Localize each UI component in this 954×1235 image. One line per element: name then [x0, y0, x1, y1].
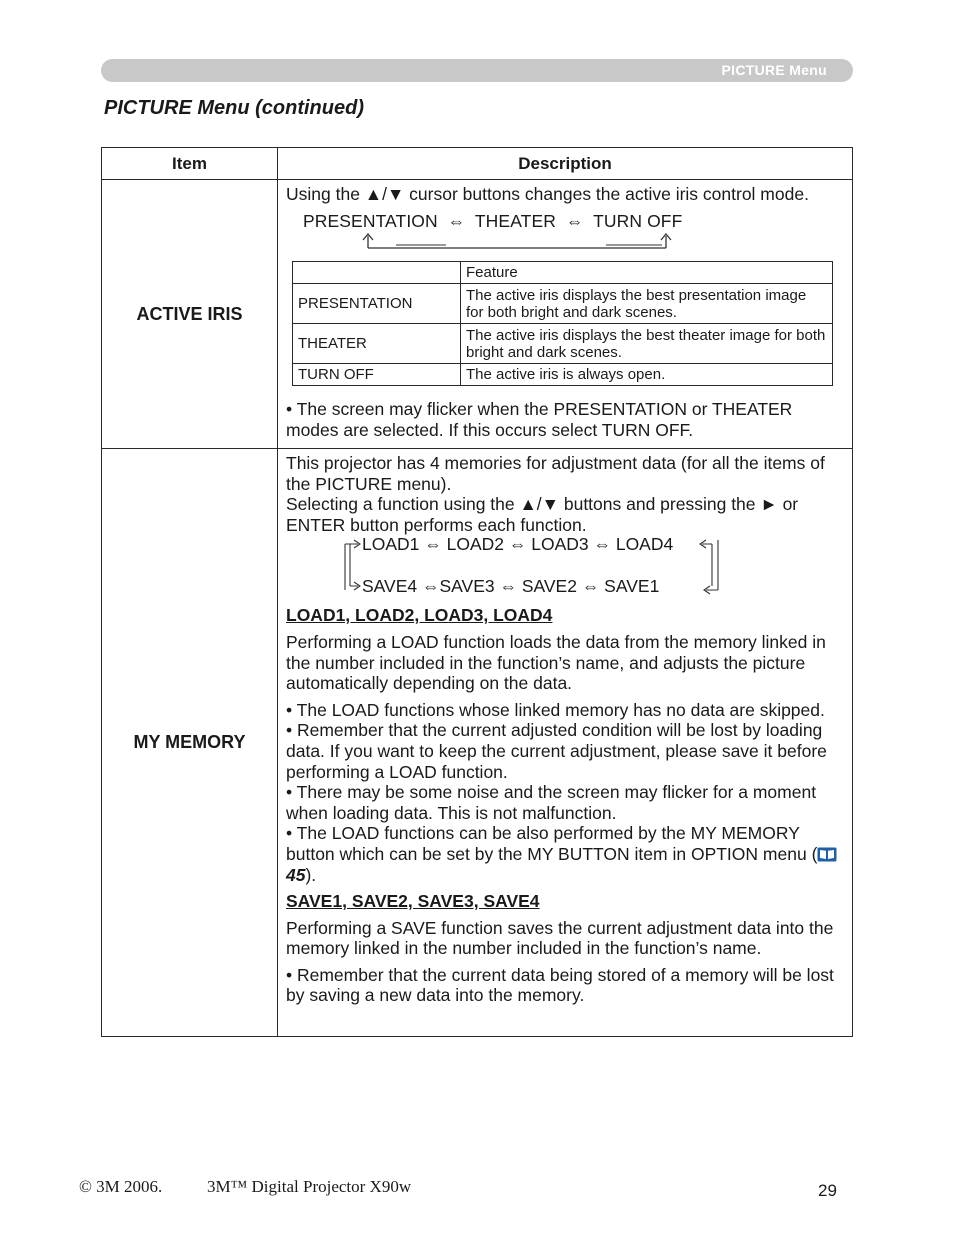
feature-header-blank	[293, 262, 461, 284]
feature-row	[293, 364, 833, 386]
feature-description: The active iris displays the best theater image for both bright and dark scenes.	[461, 324, 833, 364]
memory-cycle-diagram	[342, 534, 844, 602]
section-header-bar	[101, 59, 853, 82]
feature-mode: PRESENTATION	[293, 284, 461, 324]
load-note: • Remember that the current adjusted condition will be lost by loading data. If you want to keep the current adjustment, please save it before performing a LOAD function.	[286, 720, 827, 782]
load-paragraph: Performing a LOAD function loads the data from the memory linked in the number included in the function’s name, and adjusts the picture automatically depending on the data.	[286, 631, 826, 694]
load-note-option	[286, 823, 844, 885]
my-memory-intro-2: Selecting a function using the ▲/▼ buttons and pressing the ► or ENTER button performs each function.	[286, 494, 799, 535]
item-active-iris: ACTIVE IRIS	[102, 180, 278, 449]
load-cycle-text: LOAD1 ⇔ LOAD2 ⇔ LOAD3 ⇔ LOAD4	[362, 534, 674, 555]
table-row-active-iris	[102, 180, 853, 449]
book-reference-icon	[817, 847, 837, 862]
load-note-text: • The LOAD functions can be also performed by the MY MEMORY button which can be set by the MY BUTTON item in OPTION menu	[286, 823, 807, 864]
active-iris-note: • The screen may flicker when the PRESENTATION or THEATER modes are selected. If this occurs select TURN OFF.	[286, 399, 793, 440]
page-number: 29	[818, 1181, 837, 1200]
feature-header: Feature	[461, 262, 833, 284]
save-paragraph: Performing a SAVE function saves the current adjustment data into the memory linked in the number included in the function’s name.	[286, 917, 834, 959]
loop-arrow-icon	[356, 230, 676, 250]
feature-row	[293, 324, 833, 364]
feature-table-header	[293, 262, 833, 284]
footer-copyright: © 3M 2006.	[79, 1177, 163, 1196]
reference-open: (	[811, 843, 818, 864]
iris-feature-table	[292, 261, 833, 386]
my-memory-intro-1: This projector has 4 memories for adjustment data (for all the items of the PICTURE menu).	[286, 453, 825, 494]
mode-presentation: PRESENTATION	[303, 210, 438, 231]
description-my-memory	[278, 449, 853, 1037]
feature-description: The active iris displays the best presentation image for both bright and dark scenes.	[461, 284, 833, 324]
feature-row	[293, 284, 833, 324]
iris-mode-sequence	[303, 211, 844, 232]
save-note: • Remember that the current data being stored of a memory will be lost by saving a new data into the memory.	[286, 964, 834, 1006]
description-active-iris	[278, 180, 853, 449]
column-header-item: Item	[102, 148, 278, 180]
item-my-memory: MY MEMORY	[102, 449, 278, 1037]
reference-close: ).	[305, 864, 317, 885]
active-iris-intro: Using the ▲/▼ cursor buttons changes the active iris control mode.	[286, 184, 809, 204]
save-heading: SAVE1, SAVE2, SAVE3, SAVE4	[286, 891, 540, 912]
menu-table	[101, 147, 853, 1037]
feature-description: The active iris is always open.	[461, 364, 833, 386]
mode-turn-off: TURN OFF	[593, 210, 683, 231]
page-title: PICTURE Menu (continued)	[104, 97, 364, 119]
page-reference[interactable]: 45	[286, 864, 306, 885]
double-arrow-icon: ⇔	[560, 210, 589, 231]
load-heading: LOAD1, LOAD2, LOAD3, LOAD4	[286, 605, 553, 626]
feature-mode: TURN OFF	[293, 364, 461, 386]
table-row-my-memory	[102, 449, 853, 1037]
section-header-label: PICTURE Menu	[721, 62, 827, 78]
double-arrow-icon: ⇔	[442, 210, 471, 231]
load-note: • There may be some noise and the screen may flicker for a moment when loading data. This is not malfunction.	[286, 782, 817, 823]
table-header-row	[102, 148, 853, 180]
mode-theater: THEATER	[474, 210, 556, 231]
footer-product: 3M™ Digital Projector X90w	[207, 1177, 412, 1196]
column-header-description: Description	[278, 148, 853, 180]
feature-mode: THEATER	[293, 324, 461, 364]
save-cycle-text: SAVE4 ⇔SAVE3 ⇔ SAVE2 ⇔ SAVE1	[362, 576, 660, 597]
load-note: • The LOAD functions whose linked memory has no data are skipped.	[286, 699, 825, 720]
